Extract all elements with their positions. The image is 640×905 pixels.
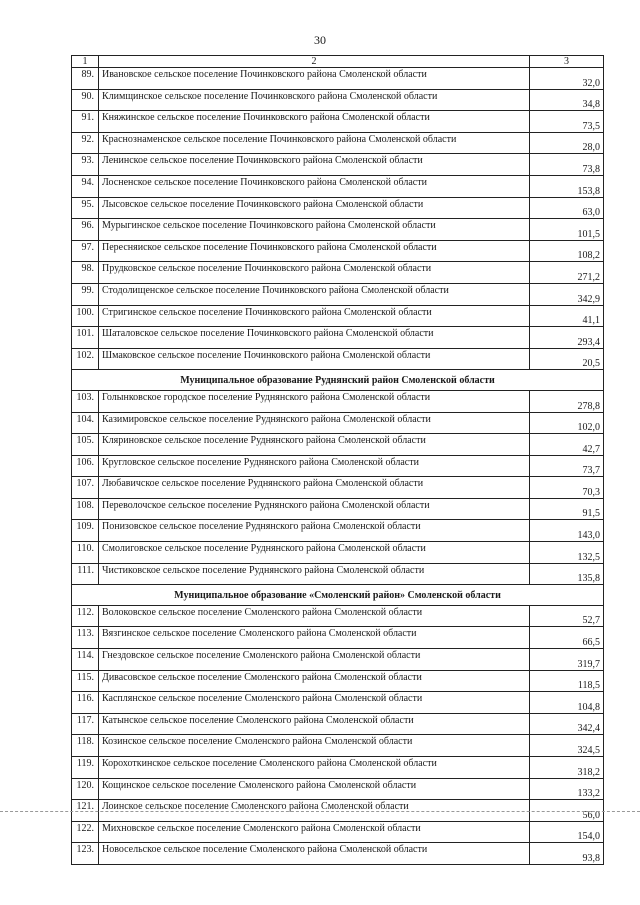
- table-row: [72, 283, 604, 305]
- row-number: 92.: [72, 132, 99, 154]
- settlement-name: Вязгинское сельское поселение Смоленского района Смоленской области: [99, 627, 530, 649]
- row-number: 95.: [72, 197, 99, 219]
- row-number: 116.: [72, 692, 99, 714]
- settlement-name: Лысовское сельское поселение Починковского района Смоленской области: [99, 197, 530, 219]
- allocation-value: 132,5: [530, 542, 604, 564]
- settlement-name: Стодолищенское сельское поселение Починковского района Смоленской области: [99, 283, 530, 305]
- settlement-name: Ленинское сельское поселение Починковского района Смоленской области: [99, 154, 530, 176]
- allocation-value: 91,5: [530, 498, 604, 520]
- row-number: 102.: [72, 348, 99, 370]
- settlement-name: Переволочское сельское поселение Руднянского района Смоленской области: [99, 498, 530, 520]
- table-row: [72, 219, 604, 241]
- allocation-value: 271,2: [530, 262, 604, 284]
- settlement-name: Смолиговское сельское поселение Руднянского района Смоленской области: [99, 542, 530, 564]
- row-number: 108.: [72, 498, 99, 520]
- allocation-value: 293,4: [530, 327, 604, 349]
- table-row: [72, 305, 604, 327]
- allocation-value: 154,0: [530, 821, 604, 843]
- table-row: [72, 735, 604, 757]
- allocation-value: 319,7: [530, 649, 604, 671]
- allocation-value: 28,0: [530, 132, 604, 154]
- allocation-value: 108,2: [530, 240, 604, 262]
- allocation-value: 324,5: [530, 735, 604, 757]
- allocation-value: 101,5: [530, 219, 604, 241]
- row-number: 113.: [72, 627, 99, 649]
- settlement-name: Пересняиское сельское поселение Починковского района Смоленской области: [99, 240, 530, 262]
- table-row: [72, 821, 604, 843]
- allocation-value: 42,7: [530, 434, 604, 456]
- settlement-name: Чистиковское сельское поселение Руднянского района Смоленской области: [99, 563, 530, 585]
- settlement-name: Козинское сельское поселение Смоленского района Смоленской области: [99, 735, 530, 757]
- row-number: 119.: [72, 757, 99, 779]
- settlement-name: Корохоткинское сельское поселение Смоленского района Смоленской области: [99, 757, 530, 779]
- allocation-value: 143,0: [530, 520, 604, 542]
- table-row: [72, 262, 604, 284]
- allocation-value: 104,8: [530, 692, 604, 714]
- allocation-value: 52,7: [530, 605, 604, 627]
- table-row: [72, 542, 604, 564]
- allocation-value: 118,5: [530, 670, 604, 692]
- table-row: [72, 348, 604, 370]
- row-number: 99.: [72, 283, 99, 305]
- row-number: 118.: [72, 735, 99, 757]
- allocation-value: 342,9: [530, 283, 604, 305]
- table-row: [72, 778, 604, 800]
- settlement-name: Кощинское сельское поселение Смоленского района Смоленской области: [99, 778, 530, 800]
- settlement-name: Кляриновское сельское поселение Руднянского района Смоленской области: [99, 434, 530, 456]
- settlement-name: Новосельское сельское поселение Смоленского района Смоленской области: [99, 843, 530, 865]
- table-row: [72, 455, 604, 477]
- table-row: [72, 390, 604, 412]
- allocation-value: 342,4: [530, 713, 604, 735]
- allocation-value: 153,8: [530, 175, 604, 197]
- allocation-value: 56,0: [530, 800, 604, 822]
- table-row: [72, 670, 604, 692]
- allocation-value: 70,3: [530, 477, 604, 499]
- row-number: 105.: [72, 434, 99, 456]
- section-header-row: [72, 370, 604, 391]
- scan-edge-line: [0, 811, 640, 812]
- allocation-table: [71, 55, 604, 865]
- section-title: Муниципальное образование «Смоленский район» Смоленской области: [72, 585, 604, 606]
- row-number: 90.: [72, 89, 99, 111]
- allocation-value: 32,0: [530, 68, 604, 90]
- table-row: [72, 132, 604, 154]
- table-row: [72, 327, 604, 349]
- allocation-value: 73,7: [530, 455, 604, 477]
- table-row: [72, 68, 604, 90]
- row-number: 117.: [72, 713, 99, 735]
- allocation-value: 66,5: [530, 627, 604, 649]
- row-number: 114.: [72, 649, 99, 671]
- table-row: [72, 627, 604, 649]
- page-number: 30: [314, 33, 326, 47]
- row-number: 111.: [72, 563, 99, 585]
- table-row: [72, 89, 604, 111]
- settlement-name: Княжинское сельское поселение Починковского района Смоленской области: [99, 111, 530, 133]
- settlement-name: Кругловское сельское поселение Руднянского района Смоленской области: [99, 455, 530, 477]
- row-number: 98.: [72, 262, 99, 284]
- row-number: 100.: [72, 305, 99, 327]
- table-row: [72, 498, 604, 520]
- settlement-name: Голынковское городское поселение Руднянского района Смоленской области: [99, 390, 530, 412]
- table-row: [72, 154, 604, 176]
- allocation-value: 93,8: [530, 843, 604, 865]
- allocation-value: 318,2: [530, 757, 604, 779]
- row-number: 122.: [72, 821, 99, 843]
- section-title: Муниципальное образование Руднянский район Смоленской области: [72, 370, 604, 391]
- allocation-value: 135,8: [530, 563, 604, 585]
- settlement-name: Михновское сельское поселение Смоленского района Смоленской области: [99, 821, 530, 843]
- settlement-name: Дивасовское сельское поселение Смоленского района Смоленской области: [99, 670, 530, 692]
- table-row: [72, 713, 604, 735]
- table-row: [72, 843, 604, 865]
- settlement-name: Шмаковское сельское поселение Починковского района Смоленской области: [99, 348, 530, 370]
- allocation-table-container: [71, 55, 603, 865]
- table-row: [72, 434, 604, 456]
- row-number: 123.: [72, 843, 99, 865]
- table-body: [72, 56, 604, 865]
- table-row: [72, 605, 604, 627]
- table-row: [72, 240, 604, 262]
- settlement-name: Катынское сельское поселение Смоленского района Смоленской области: [99, 713, 530, 735]
- row-number: 109.: [72, 520, 99, 542]
- allocation-value: 278,8: [530, 390, 604, 412]
- row-number: 96.: [72, 219, 99, 241]
- table-row: [72, 563, 604, 585]
- settlement-name: Лоинское сельское поселение Смоленского района Смоленской области: [99, 800, 530, 822]
- settlement-name: Любавичское сельское поселение Руднянского района Смоленской области: [99, 477, 530, 499]
- row-number: 94.: [72, 175, 99, 197]
- settlement-name: Шаталовское сельское поселение Починковского района Смоленской области: [99, 327, 530, 349]
- row-number: 91.: [72, 111, 99, 133]
- allocation-value: 73,5: [530, 111, 604, 133]
- allocation-value: 73,8: [530, 154, 604, 176]
- header-col-3: 3: [530, 56, 604, 68]
- table-row: [72, 649, 604, 671]
- settlement-name: Казимировское сельское поселение Руднянского района Смоленской области: [99, 412, 530, 434]
- table-row: [72, 520, 604, 542]
- allocation-value: 63,0: [530, 197, 604, 219]
- settlement-name: Краснознаменское сельское поселение Починковского района Смоленской области: [99, 132, 530, 154]
- row-number: 115.: [72, 670, 99, 692]
- row-number: 104.: [72, 412, 99, 434]
- header-col-2: 2: [99, 56, 530, 68]
- settlement-name: Гнездовское сельское поселение Смоленского района Смоленской области: [99, 649, 530, 671]
- settlement-name: Ивановское сельское поселение Починковского района Смоленской области: [99, 68, 530, 90]
- row-number: 103.: [72, 390, 99, 412]
- row-number: 93.: [72, 154, 99, 176]
- row-number: 89.: [72, 68, 99, 90]
- row-number: 106.: [72, 455, 99, 477]
- table-row: [72, 757, 604, 779]
- table-row: [72, 111, 604, 133]
- settlement-name: Касплянское сельское поселение Смоленского района Смоленской области: [99, 692, 530, 714]
- section-header-row: [72, 585, 604, 606]
- settlement-name: Понизовское сельское поселение Руднянского района Смоленской области: [99, 520, 530, 542]
- settlement-name: Лосненское сельское поселение Починковского района Смоленской области: [99, 175, 530, 197]
- settlement-name: Мурыгинское сельское поселение Починковского района Смоленской области: [99, 219, 530, 241]
- table-row: [72, 477, 604, 499]
- allocation-value: 34,8: [530, 89, 604, 111]
- table-row: [72, 197, 604, 219]
- settlement-name: Климщинское сельское поселение Починковского района Смоленской области: [99, 89, 530, 111]
- row-number: 110.: [72, 542, 99, 564]
- table-row: [72, 692, 604, 714]
- allocation-value: 133,2: [530, 778, 604, 800]
- allocation-value: 20,5: [530, 348, 604, 370]
- settlement-name: Волоковское сельское поселение Смоленского района Смоленской области: [99, 605, 530, 627]
- header-col-1: 1: [72, 56, 99, 68]
- table-row: [72, 412, 604, 434]
- row-number: 121.: [72, 800, 99, 822]
- row-number: 101.: [72, 327, 99, 349]
- row-number: 107.: [72, 477, 99, 499]
- table-row: [72, 175, 604, 197]
- row-number: 97.: [72, 240, 99, 262]
- settlement-name: Стригинское сельское поселение Починковского района Смоленской области: [99, 305, 530, 327]
- allocation-value: 102,0: [530, 412, 604, 434]
- row-number: 112.: [72, 605, 99, 627]
- allocation-value: 41,1: [530, 305, 604, 327]
- settlement-name: Прудковское сельское поселение Починковского района Смоленской области: [99, 262, 530, 284]
- table-header-row: [72, 56, 604, 68]
- row-number: 120.: [72, 778, 99, 800]
